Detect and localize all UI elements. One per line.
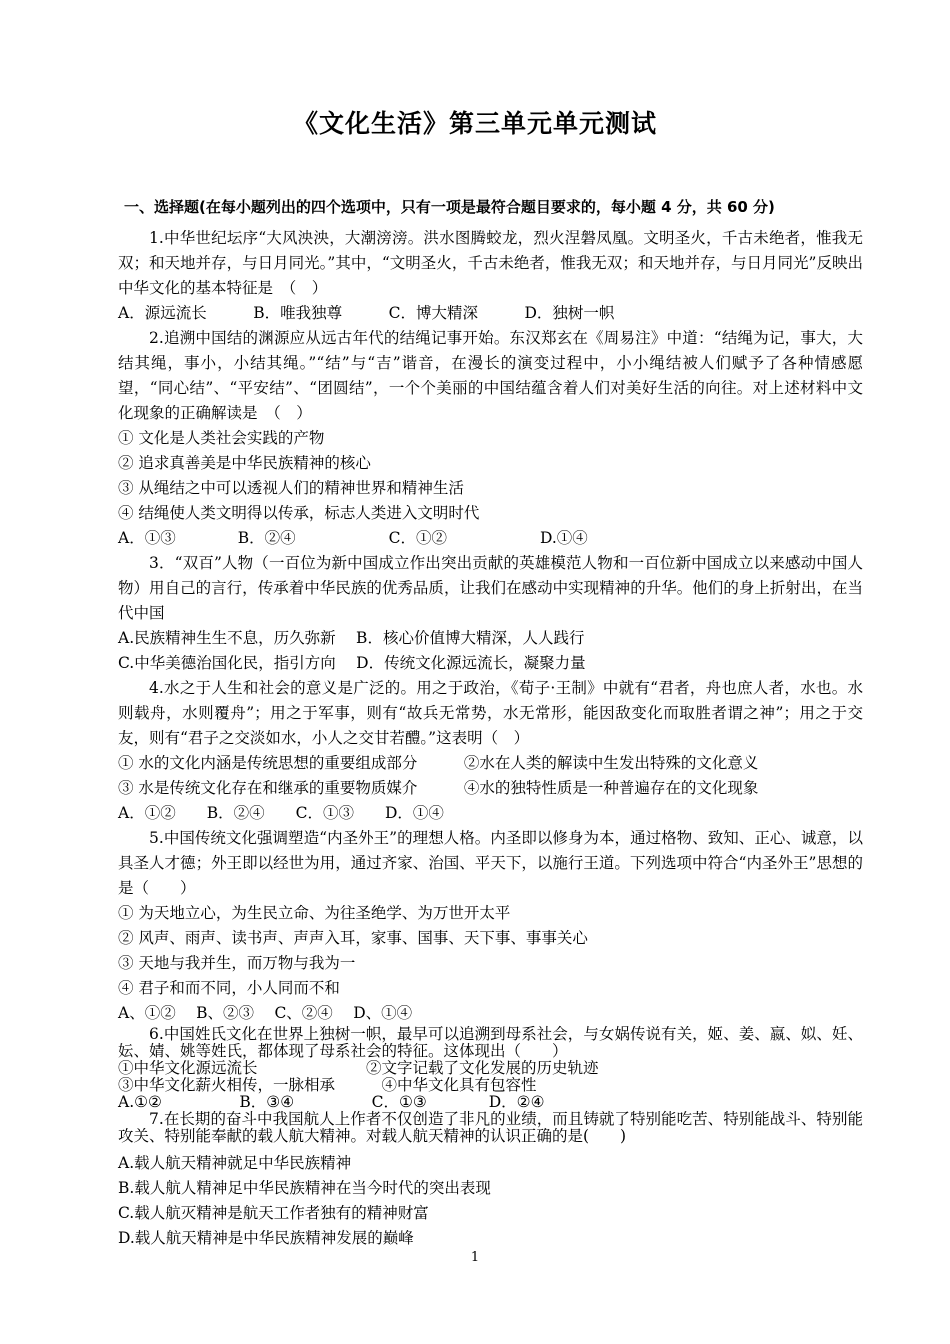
question-5-statement-3: ③ 天地与我并生，而万物与我为一 [118,954,356,972]
question-2-statement-4: ④ 结绳使人类文明得以传承，标志人类进入文明时代 [118,504,480,522]
question-2-stem: 2.追溯中国结的渊源应从远古年代的结绳记事开始。东汉郑玄在《周易注》中道：“结绳为记，事大，大结其绳，事小，小结其绳。”“结”与“吉”谐音，在漫长的演变过程中，小小绳结被人们赋予了各种情感愿望，“同心结”、“平安结”、“团圆结”，一个个美丽的中国结蕴含着人们对美好生活的向往。对上述材料中文化现象的正确解读是 （ ） [118,329,863,422]
question-list [118,226,863,1251]
question-7-stem: 7.在长期的奋斗中我国航人上作者不仅创造了非凡的业绩，而且铸就了特别能吃苦、特别能战斗、特别能攻关、特别能奉献的载人航大精神。对载人航天精神的认识正确的是( ) [118,1110,863,1145]
question-2-statement-3: ③ 从绳结之中可以透视人们的精神世界和精神生活 [118,479,464,497]
question-5-options: A、①② B、②③ C、②④ D、①④ [118,1004,413,1022]
section-heading: 一、选择题(在每小题列出的四个选项中，只有一项是最符合题目要求的，每小题 4 分，共 60 分) [124,198,775,216]
question-6-options: A.①② B．③④ C．①③ D．②④ [118,1093,545,1111]
question-1-stem: 1.中华世纪坛序“大风泱泱，大潮滂滂。洪水图腾蛟龙，烈火涅磐凤凰。文明圣火，千古未绝者，惟我无双；和天地并存，与日月同光。”其中，“文明圣火，千古未绝者，惟我无双；和天地并存，与日月同光”反映出中华文化的基本特征是 （ ） [118,229,863,297]
question-6-statements-34: ③中华文化薪火相传，一脉相承 ④中华文化具有包容性 [118,1076,537,1094]
question-6-stem: 6.中国姓氏文化在世界上独树一帜，最早可以追溯到母系社会，与女娲传说有关，姬、姜、嬴、姒、妊、妘、婧、姚等姓氏，都体现了母系社会的特征。这体现出（ ） [118,1025,863,1060]
question-7-option-b: B.载人航人精神足中华民族精神在当今时代的突出表现 [118,1179,491,1197]
question-2-options: A．①③ B．②④ C．①② D.①④ [118,529,588,547]
question-4-statements-12: ① 水的文化内涵是传统思想的重要组成部分 ②水在人类的解读中生发出特殊的文化意义 [118,754,759,772]
question-7-option-c: C.载人航灭精神是航天工作者独有的精神财富 [118,1204,429,1222]
question-5-statement-4: ④ 君子和而不同，小人同而不和 [118,979,340,997]
question-4-statements-34: ③ 水是传统文化存在和继承的重要物质媒介 ④水的独特性质是一种普遍存在的文化现象 [118,779,759,797]
page-number: 1 [470,1250,480,1265]
question-3-options-cd: C.中华美德治国化民，指引方向 D．传统文化源远流长，凝聚力量 [118,654,586,672]
document-title: 《文化生活》第三单元单元测试 [292,109,657,138]
question-7-option-a: A.载人航天精神就足中华民族精神 [118,1154,352,1172]
question-2-statement-2: ② 追求真善美是中华民族精神的核心 [118,454,371,472]
question-5-stem: 5.中国传统文化强调塑造“内圣外王”的理想人格。内圣即以修身为本，通过格物、致知、正心、诚意，以具圣人才德；外王即以经世为用，通过齐家、治国、平天下，以施行王道。下列选项中符合“内圣外王”思想的是（ ） [118,829,863,897]
question-7-option-d: D.载人航天精神是中华民族精神发展的巅峰 [118,1229,414,1247]
question-3-options-ab: A.民族精神生生不息，历久弥新 B．核心价值博大精深，人人践行 [118,629,585,647]
question-5-statement-1: ① 为天地立心，为生民立命、为往圣绝学、为万世开太平 [118,904,511,922]
question-4-options: A．①② B．②④ C．①③ D．①④ [118,804,444,822]
question-1-options: A．源远流长 B．唯我独尊 C．博大精深 D．独树一帜 [118,304,615,322]
question-2-statement-1: ① 文化是人类社会实践的产物 [118,429,325,447]
question-3-stem: 3．“双百”人物（一百位为新中国成立作出突出贡献的英雄模范人物和一百位新中国成立以来感动中国人物）用自己的言行，传承着中华民族的优秀品质，让我们在感动中实现精神的升华。他们的身上折射出，在当代中国 [118,554,863,622]
question-5-statement-2: ② 风声、雨声、读书声、声声入耳，家事、国事、天下事、事事关心 [118,929,588,947]
question-4-stem: 4.水之于人生和社会的意义是广泛的。用之于政治，《荀子·王制》中就有“君者，舟也庶人者，水也。水则载舟，水则覆舟”；用之于军事，则有“故兵无常势，水无常形，能因敌变化而取胜者谓之神”；用之于交友，则有“君子之交淡如水，小人之交甘若醴。”这表明（ ） [118,679,863,747]
question-6-statements-12: ①中华文化源远流长 ②文字记载了文化发展的历史轨迹 [118,1059,599,1077]
